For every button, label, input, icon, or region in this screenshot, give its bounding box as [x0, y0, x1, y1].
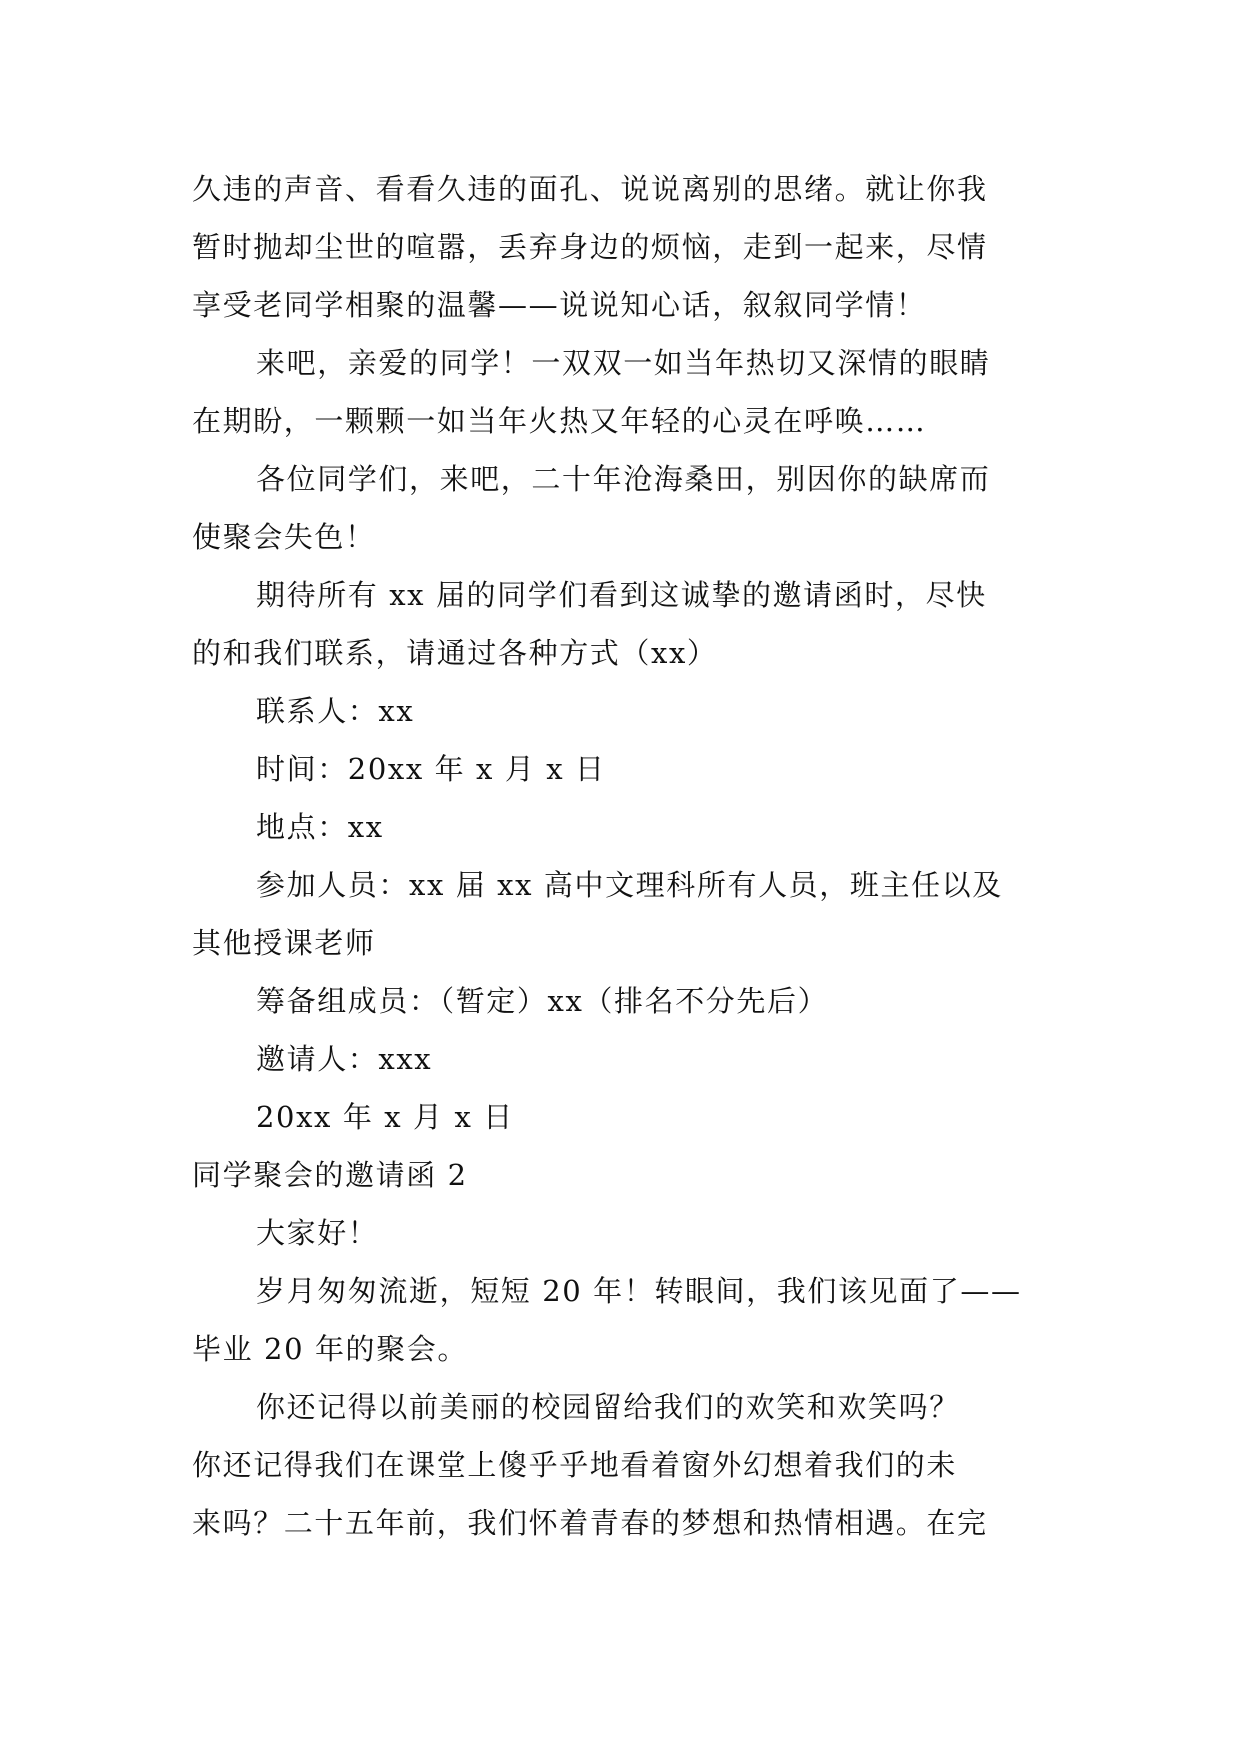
paragraph-line: 暂时抛却尘世的喧嚣，丢弃身边的烦恼，走到一起来，尽情	[192, 230, 988, 264]
paragraph-line: 享受老同学相聚的温馨——说说知心话，叙叙同学情！	[192, 288, 927, 322]
participants-line-continued: 其他授课老师	[192, 926, 376, 960]
section-heading: 同学聚会的邀请函 2	[192, 1158, 468, 1192]
participants-line: 参加人员：xx 届 xx 高中文理科所有人员，班主任以及	[256, 868, 1003, 902]
paragraph-line: 各位同学们，来吧，二十年沧海桑田，别因你的缺席而	[256, 462, 991, 496]
date-line: 20xx 年 x 月 x 日	[256, 1100, 514, 1134]
document-body	[192, 160, 1054, 1552]
contact-person-line: 联系人：xx	[256, 694, 415, 728]
location-line: 地点：xx	[256, 810, 384, 844]
paragraph-line: 期待所有 xx 届的同学们看到这诚挚的邀请函时，尽快	[256, 578, 987, 612]
paragraph-line: 毕业 20 年的聚会。	[192, 1332, 468, 1366]
time-line: 时间：20xx 年 x 月 x 日	[256, 752, 606, 786]
paragraph-line: 在期盼，一颗颗一如当年火热又年轻的心灵在呼唤……	[192, 404, 927, 438]
paragraph-line: 你还记得以前美丽的校园留给我们的欢笑和欢笑吗？	[256, 1390, 960, 1424]
paragraph-line: 来吧，亲爱的同学！一双双一如当年热切又深情的眼睛	[256, 346, 991, 380]
paragraph-line: 岁月匆匆流逝，短短 20 年！转眼间，我们该见面了——	[256, 1274, 1022, 1308]
organizers-line: 筹备组成员：（暂定）xx（排名不分先后）	[256, 984, 829, 1018]
greeting-line: 大家好！	[256, 1216, 379, 1250]
paragraph-line: 使聚会失色！	[192, 520, 376, 554]
paragraph-line: 来吗？二十五年前，我们怀着青春的梦想和热情相遇。在完	[192, 1506, 988, 1540]
paragraph-line: 你还记得我们在课堂上傻乎乎地看着窗外幻想着我们的未	[192, 1448, 958, 1482]
paragraph-line: 久违的声音、看看久违的面孔、说说离别的思绪。就让你我	[192, 172, 988, 206]
paragraph-line: 的和我们联系，请通过各种方式（xx）	[192, 636, 718, 670]
inviter-line: 邀请人：xxx	[256, 1042, 433, 1076]
